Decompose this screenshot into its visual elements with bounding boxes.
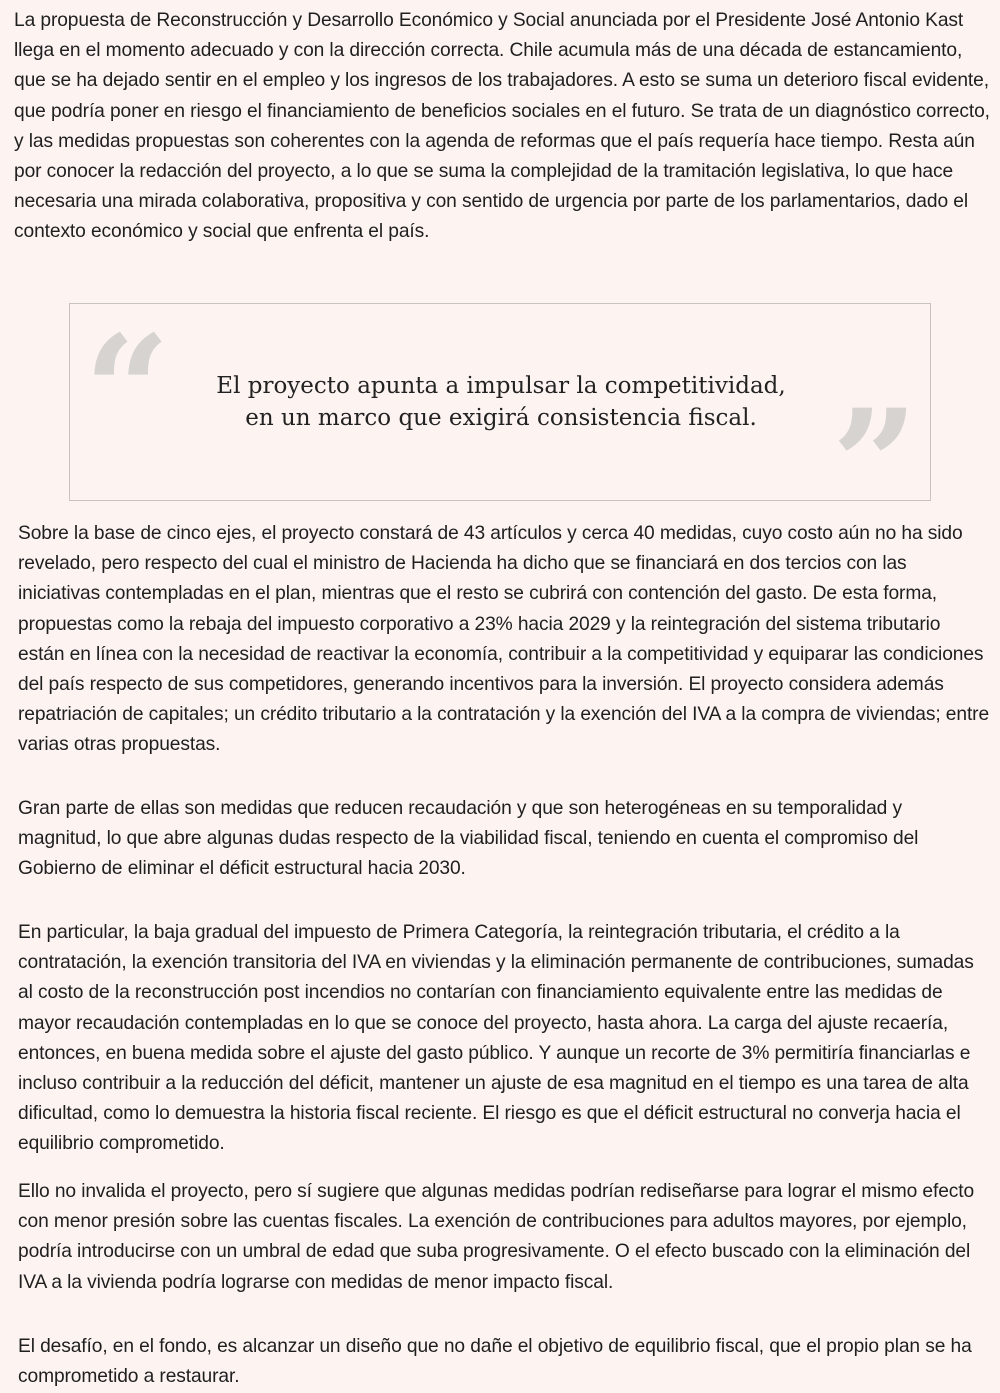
- close-quote-icon: ”: [831, 377, 918, 553]
- pullquote-text: [170, 370, 832, 434]
- paragraph-6: El desafío, en el fondo, es alcanzar un diseño que no dañe el objetivo de equilibrio fiscal, que el propio plan se ha comprometido a restaurar.: [18, 1336, 972, 1388]
- open-quote-icon: “: [84, 303, 171, 479]
- pullquote-line-2: en un marco que exigirá consistencia fiscal.: [245, 405, 757, 431]
- paragraph-2: Sobre la base de cinco ejes, el proyecto constará de 43 artículos y cerca 40 medidas, cuyo costo aún no ha sido revelado, pero respecto del cual el ministro de Hacienda ha dicho que se financiará en dos tercios con las iniciativas contempladas en el plan, mientras que el resto se cubrirá con contención del gasto. De esta forma, propuestas como la rebaja del impuesto corporativo a 23% hacia 2029 y la reintegración del sistema tributario están en línea con la necesidad de reactivar la economía, contribuir a la competitividad y equiparar las condiciones del país respecto de sus competidores, generando incentivos para la inversión. El proyecto considera además repatriación de capitales; un crédito tributario a la contratación y la exención del IVA a la compra de viviendas; entre varias otras propuestas.: [18, 523, 990, 756]
- paragraph-3: Gran parte de ellas son medidas que reducen recaudación y que son heterogéneas en su temporalidad y magnitud, lo que abre algunas dudas respecto de la viabilidad fiscal, teniendo en cuenta el compromiso del Gobierno de eliminar el déficit estructural hacia 2030.: [18, 798, 919, 880]
- paragraph-5: Ello no invalida el proyecto, pero sí sugiere que algunas medidas podrían rediseñarse para lograr el mismo efecto con menor presión sobre las cuentas fiscales. La exención de contribuciones para adultos mayores, por ejemplo, podría introducirse con un umbral de edad que suba progresivamente. O el efecto buscado con la eliminación del IVA a la vivienda podría lograrse con medidas de menor impacto fiscal.: [18, 1181, 975, 1293]
- pullquote-line-1: El proyecto apunta a impulsar la competitividad,: [216, 373, 786, 399]
- pullquote-box: [69, 303, 931, 553]
- paragraph-4: En particular, la baja gradual del impuesto de Primera Categoría, la reintegración tributaria, el crédito a la contratación, la exención transitoria del IVA en viviendas y la eliminación permanente de contribuciones, sumadas al costo de la reconstrucción post incendios no contarían con financiamiento equivalente entre las medidas de mayor recaudación contempladas en lo que se conoce del proyecto, hasta ahora. La carga del ajuste recaería, entonces, en buena medida sobre el ajuste del gasto público. Y aunque un recorte de 3% permitiría financiarlas e incluso contribuir a la reducción del déficit, mantener un ajuste de esa magnitud en el tiempo es una tarea de alta dificultad, como lo demuestra la historia fiscal reciente. El riesgo es que el déficit estructural no converja hacia el equilibrio comprometido.: [18, 922, 974, 1155]
- paragraph-1: La propuesta de Reconstrucción y Desarrollo Económico y Social anunciada por el Presidente José Antonio Kast llega en el momento adecuado y con la dirección correcta. Chile acumula más de una década de estancamiento, que se ha dejado sentir en el empleo y los ingresos de los trabajadores. A esto se suma un deterioro fiscal evidente, que podría poner en riesgo el financiamiento de beneficios sociales en el futuro. Se trata de un diagnóstico correcto, y las medidas propuestas son coherentes con la agenda de reformas que el país requería hace tiempo. Resta aún por conocer la redacción del proyecto, a lo que se suma la complejidad de la tramitación legislativa, lo que hace necesaria una mirada colaborativa, propositiva y con sentido de urgencia por parte de los parlamentarios, dado el contexto económico y social que enfrenta el país.: [14, 10, 990, 243]
